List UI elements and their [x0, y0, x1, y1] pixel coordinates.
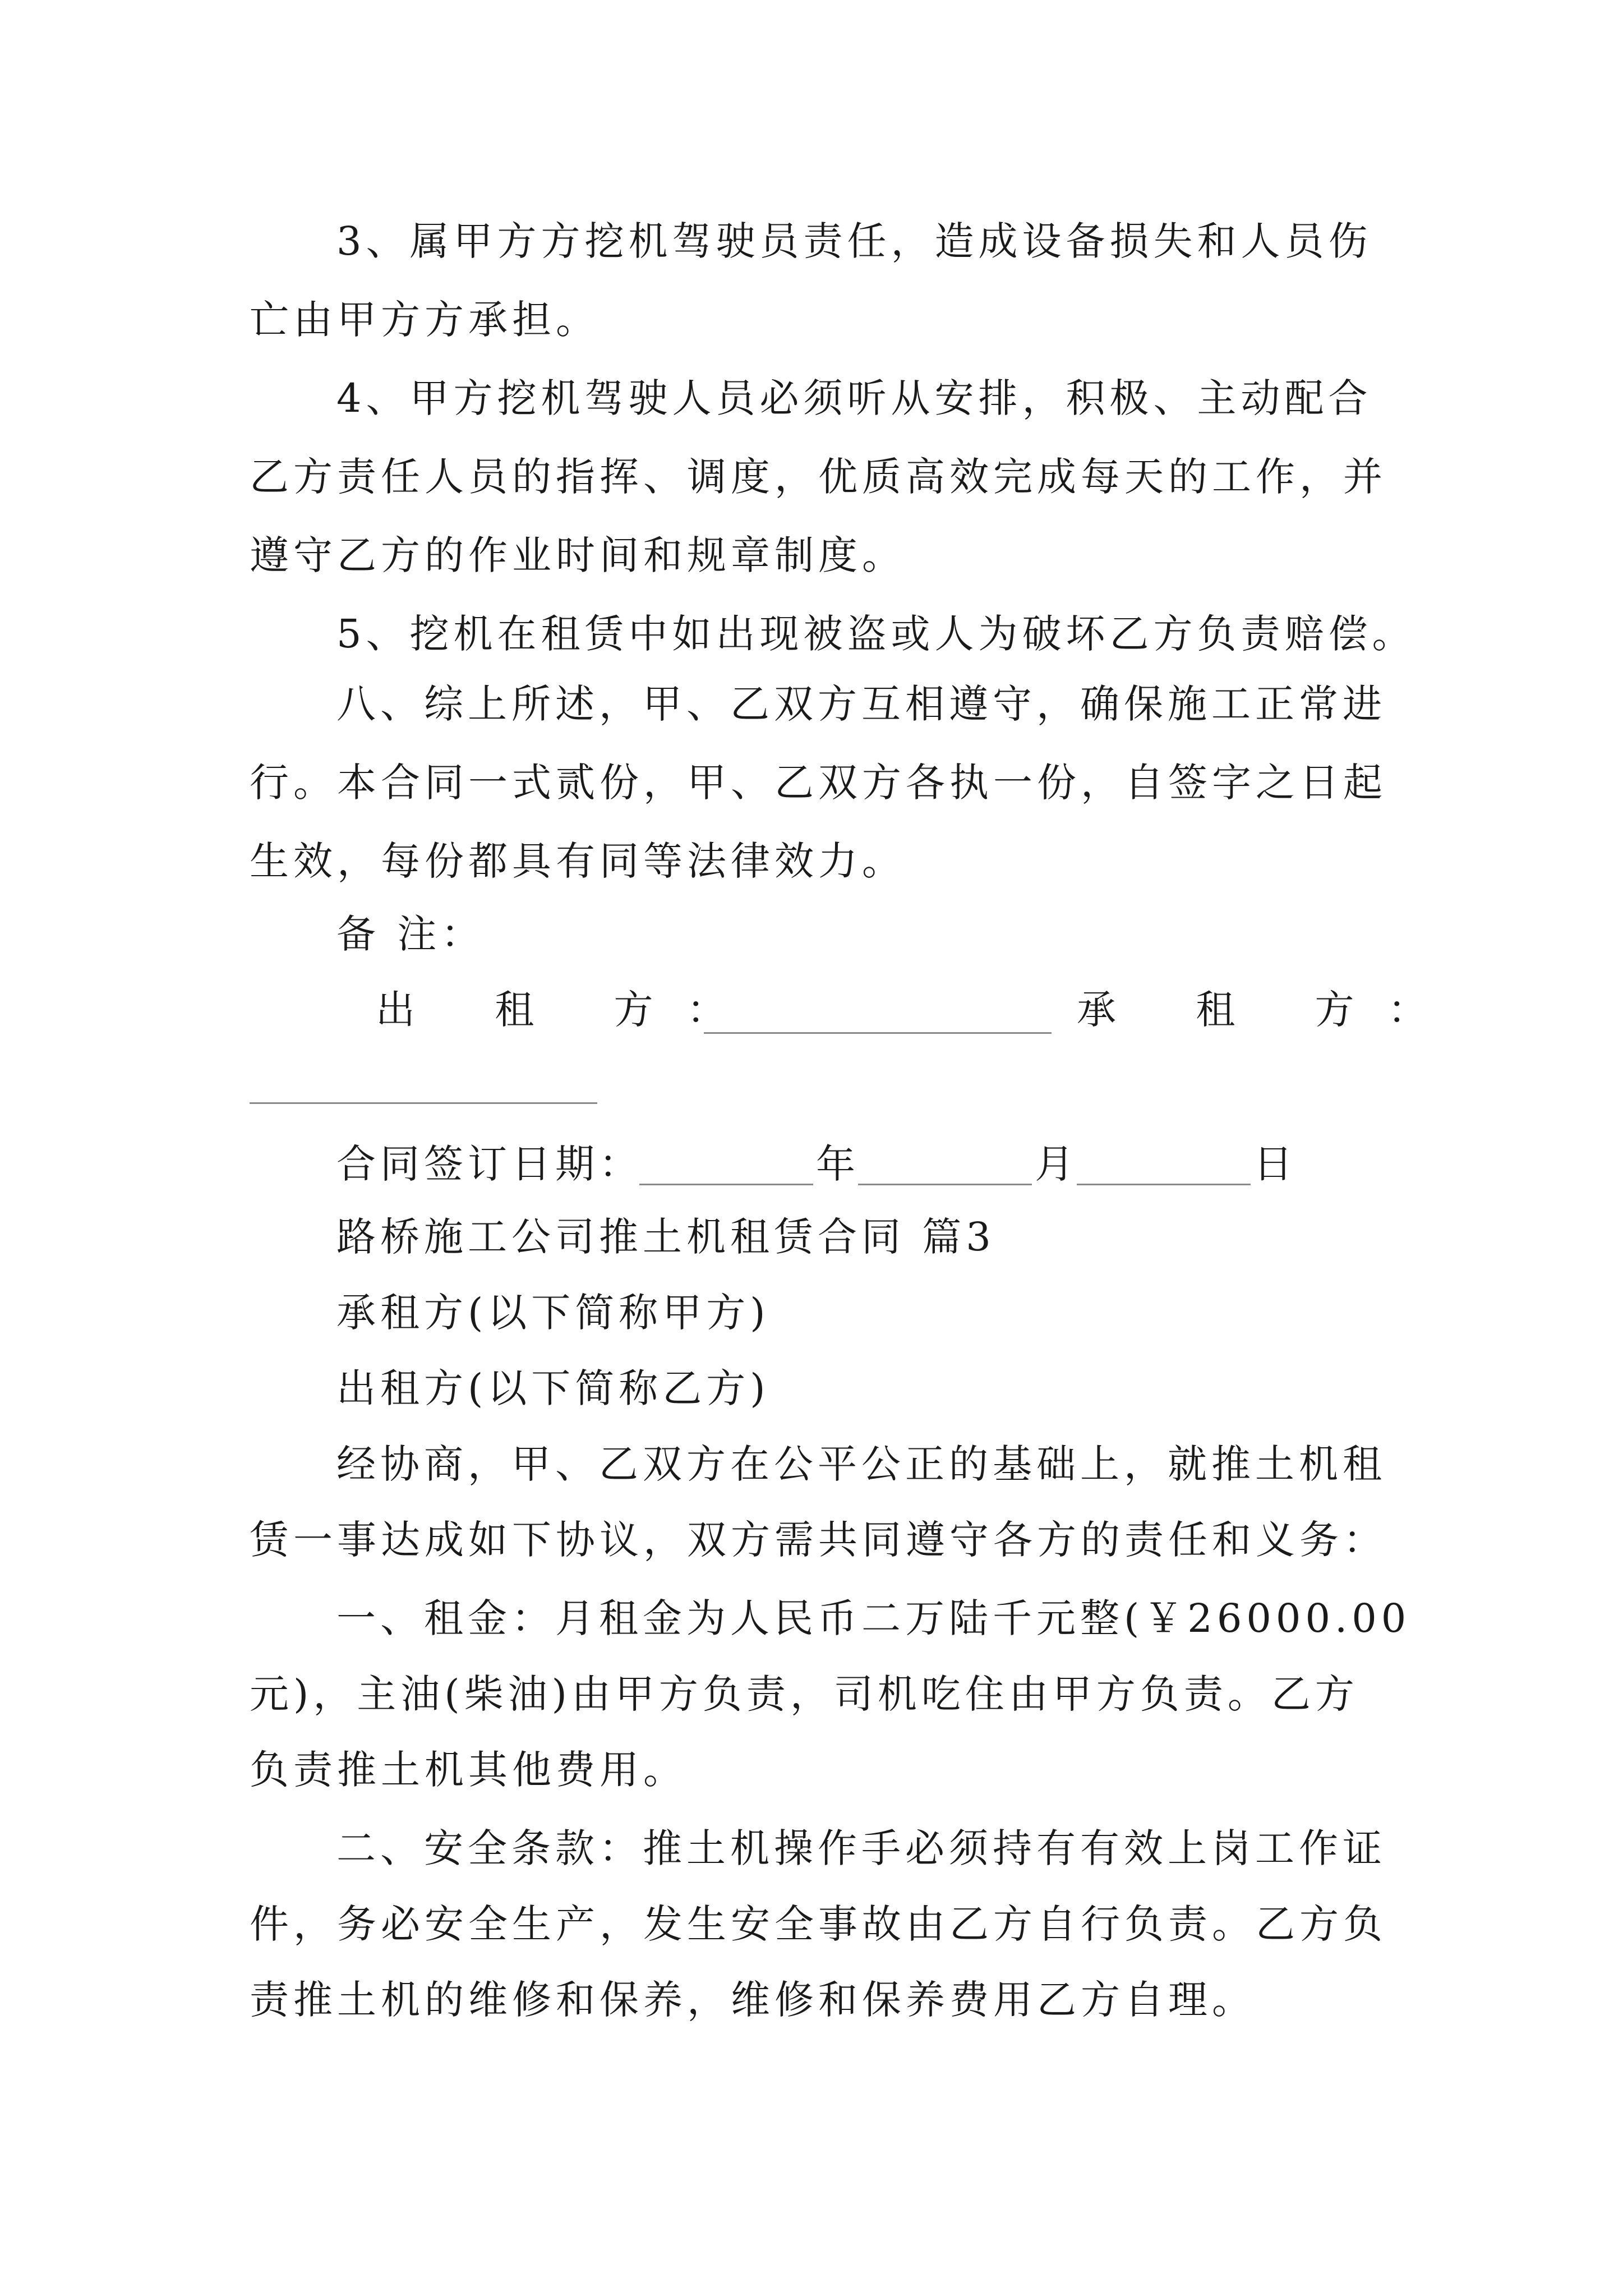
- paragraph-line: 八、综上所述，甲、乙双方互相遵守，确保施工正常进: [336, 681, 1386, 727]
- paragraph-line: 负责推土机其他费用。: [250, 1747, 687, 1793]
- party-b-line: 出租方(以下简称乙方): [336, 1365, 770, 1411]
- paragraph-line: 件，务必安全生产，发生安全事故由乙方自行负责。乙方负: [250, 1901, 1387, 1947]
- paragraph-line: 5、挖机在租赁中如出现被盗或人为破坏乙方负责赔偿。: [336, 611, 1416, 657]
- paragraph-line: 责推土机的维修和保养，维修和保养费用乙方自理。: [250, 1977, 1256, 2023]
- lessor-label: 出 租 方：: [376, 987, 760, 1033]
- month-label: 月: [1035, 1141, 1078, 1187]
- paragraph-line: 经协商，甲、乙双方在公平公正的基础上，就推土机租: [336, 1441, 1386, 1487]
- paragraph-line: 二、安全条款：推土机操作手必须持有有效上岗工作证: [336, 1825, 1386, 1871]
- paragraph-line: 亡由甲方方承担。: [250, 297, 600, 343]
- paragraph-line: 元)，主油(柴油)由甲方负责，司机吃住由甲方负责。乙方: [250, 1671, 1359, 1717]
- day-blank: [1077, 1184, 1251, 1185]
- year-label: 年: [816, 1141, 860, 1187]
- paragraph-line: 遵守乙方的作业时间和规章制度。: [250, 532, 906, 578]
- month-blank: [858, 1184, 1032, 1185]
- paragraph-line: 赁一事达成如下协议，双方需共同遵守各方的责任和义务：: [250, 1517, 1387, 1563]
- paragraph-line: 生效，每份都具有同等法律效力。: [250, 838, 906, 884]
- remark-label: 备 注：: [336, 911, 485, 957]
- lessor-signature-blank: [704, 1032, 1052, 1034]
- party-a-line: 承租方(以下简称甲方): [336, 1290, 770, 1336]
- lessee-label: 承 租 方：: [1077, 987, 1461, 1033]
- day-label: 日: [1253, 1141, 1297, 1187]
- section-title: 路桥施工公司推土机租赁合同 篇3: [336, 1214, 995, 1260]
- paragraph-line: 4、甲方挖机驾驶人员必须听从安排，积极、主动配合: [336, 375, 1372, 421]
- paragraph-line: 行。本合同一式贰份，甲、乙双方各执一份，自签字之日起: [250, 760, 1387, 806]
- paragraph-line: 乙方责任人员的指挥、调度，优质高效完成每天的工作，并: [250, 454, 1387, 500]
- paragraph-line: 3、属甲方方挖机驾驶员责任，造成设备损失和人员伤: [336, 218, 1372, 264]
- year-blank: [639, 1184, 813, 1185]
- paragraph-line: 一、租金：月租金为人民币二万陆千元整(￥26000.00: [336, 1595, 1411, 1641]
- lessee-signature-blank: [250, 1102, 597, 1104]
- date-label: 合同签订日期：: [336, 1141, 643, 1187]
